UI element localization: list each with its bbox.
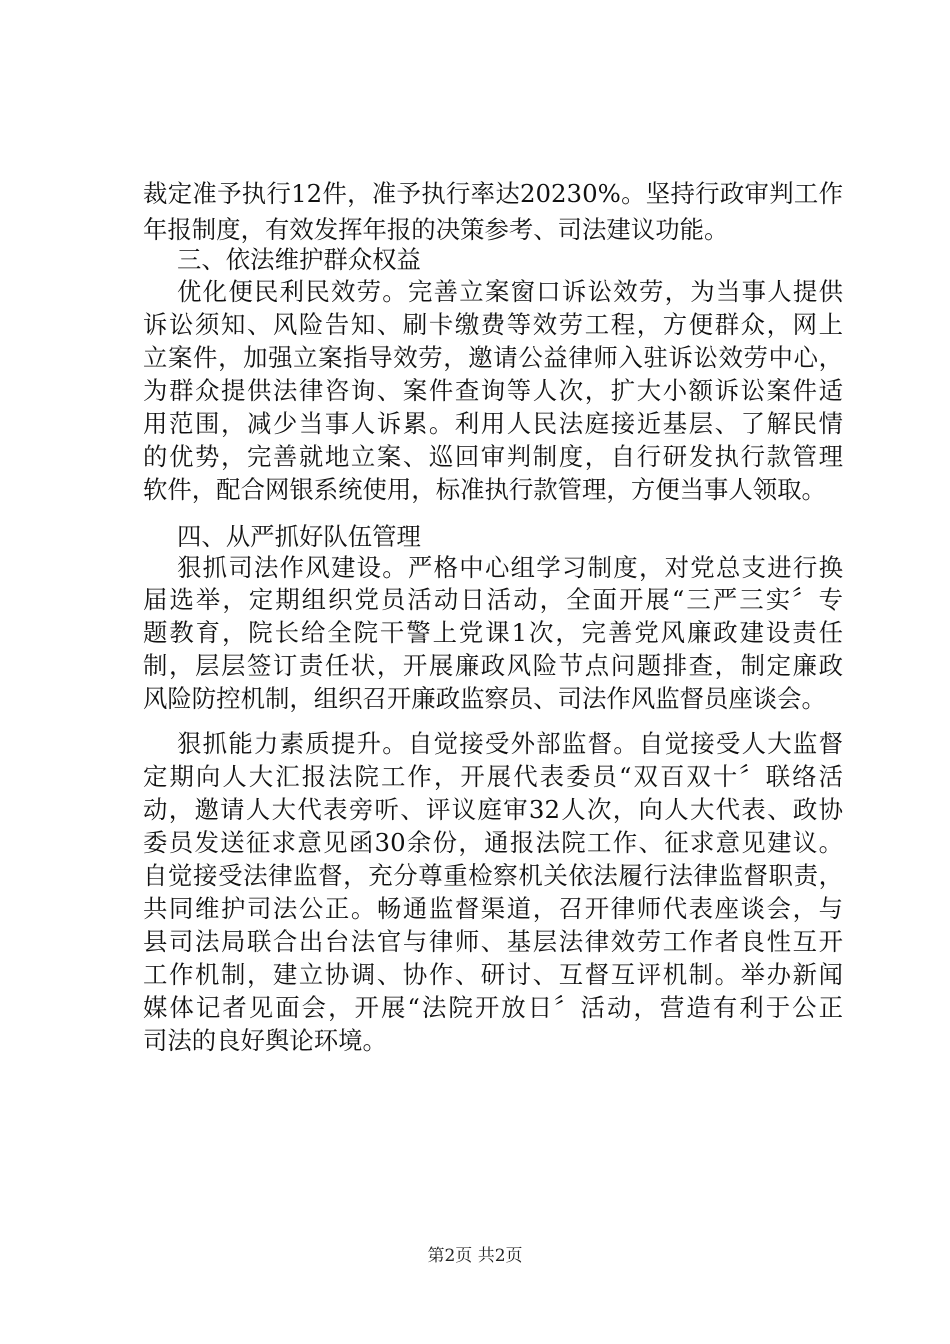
paragraph-1-line-1: 裁定准予执行12件，准予执行率达20230%。坚持行政审判工作 bbox=[143, 179, 843, 208]
paragraph-2-line-5: 用范围，减少当事人诉累。利用人民法庭接近基层、了解民情 bbox=[143, 409, 843, 438]
paragraph-2-line-1: 优化便民利民效劳。完善立案窗口诉讼效劳，为当事人提供 bbox=[177, 277, 843, 306]
paragraph-4-line-7: 县司法局联合出台法官与律师、基层法律效劳工作者良性互开 bbox=[143, 927, 843, 956]
paragraph-3-line-2: 届选举，定期组织党员活动日活动，全面开展“三严三实〞专 bbox=[143, 585, 843, 614]
section-heading-3: 三、依法维护群众权益 bbox=[177, 245, 421, 274]
paragraph-4-line-9: 媒体记者见面会，开展“法院开放日〞活动，营造有利于公正 bbox=[143, 993, 843, 1022]
paragraph-2-line-4: 为群众提供法律咨询、案件查询等人次，扩大小额诉讼案件适 bbox=[143, 376, 843, 405]
paragraph-4-line-8: 工作机制，建立协调、协作、研讨、互督互评机制。举办新闻 bbox=[143, 960, 843, 989]
section-heading-4: 四、从严抓好队伍管理 bbox=[177, 522, 421, 551]
paragraph-3-line-3: 题教育，院长给全院干警上党课1次，完善党风廉政建设责任 bbox=[143, 618, 843, 647]
paragraph-1-line-2: 年报制度，有效发挥年报的决策参考、司法建议功能。 bbox=[143, 215, 729, 244]
paragraph-4-line-2: 定期向人大汇报法院工作，开展代表委员“双百双十〞联络活 bbox=[143, 762, 843, 791]
paragraph-4-line-1: 狠抓能力素质提升。自觉接受外部监督。自觉接受人大监督 bbox=[177, 729, 843, 758]
page-number-footer: 第2页 共2页 bbox=[427, 1246, 523, 1266]
paragraph-3-line-5: 风险防控机制，组织召开廉政监察员、司法作风监督员座谈会。 bbox=[143, 684, 826, 713]
paragraph-2-line-6: 的优势，完善就地立案、巡回审判制度，自行研发执行款管理 bbox=[143, 442, 843, 471]
paragraph-4-line-10: 司法的良好舆论环境。 bbox=[143, 1026, 387, 1055]
paragraph-2-line-2: 诉讼须知、风险告知、刷卡缴费等效劳工程，方便群众，网上 bbox=[143, 310, 843, 339]
paragraph-3-line-4: 制，层层签订责任状，开展廉政风险节点问题排查，制定廉政 bbox=[143, 651, 843, 680]
paragraph-4-line-6: 共同维护司法公正。畅通监督渠道，召开律师代表座谈会，与 bbox=[143, 894, 843, 923]
paragraph-4-line-3: 动，邀请人大代表旁听、评议庭审32人次，向人大代表、政协 bbox=[143, 795, 843, 824]
paragraph-4-line-5: 自觉接受法律监督，充分尊重检察机关依法履行法律监督职责， bbox=[143, 861, 843, 890]
paragraph-3-line-1: 狠抓司法作风建设。严格中心组学习制度，对党总支进行换 bbox=[177, 553, 843, 582]
paragraph-2-line-7: 软件，配合网银系统使用，标准执行款管理，方便当事人领取。 bbox=[143, 475, 826, 504]
paragraph-4-line-4: 委员发送征求意见函30余份，通报法院工作、征求意见建议。 bbox=[143, 828, 843, 857]
paragraph-2-line-3: 立案件，加强立案指导效劳，邀请公益律师入驻诉讼效劳中心， bbox=[143, 343, 843, 372]
